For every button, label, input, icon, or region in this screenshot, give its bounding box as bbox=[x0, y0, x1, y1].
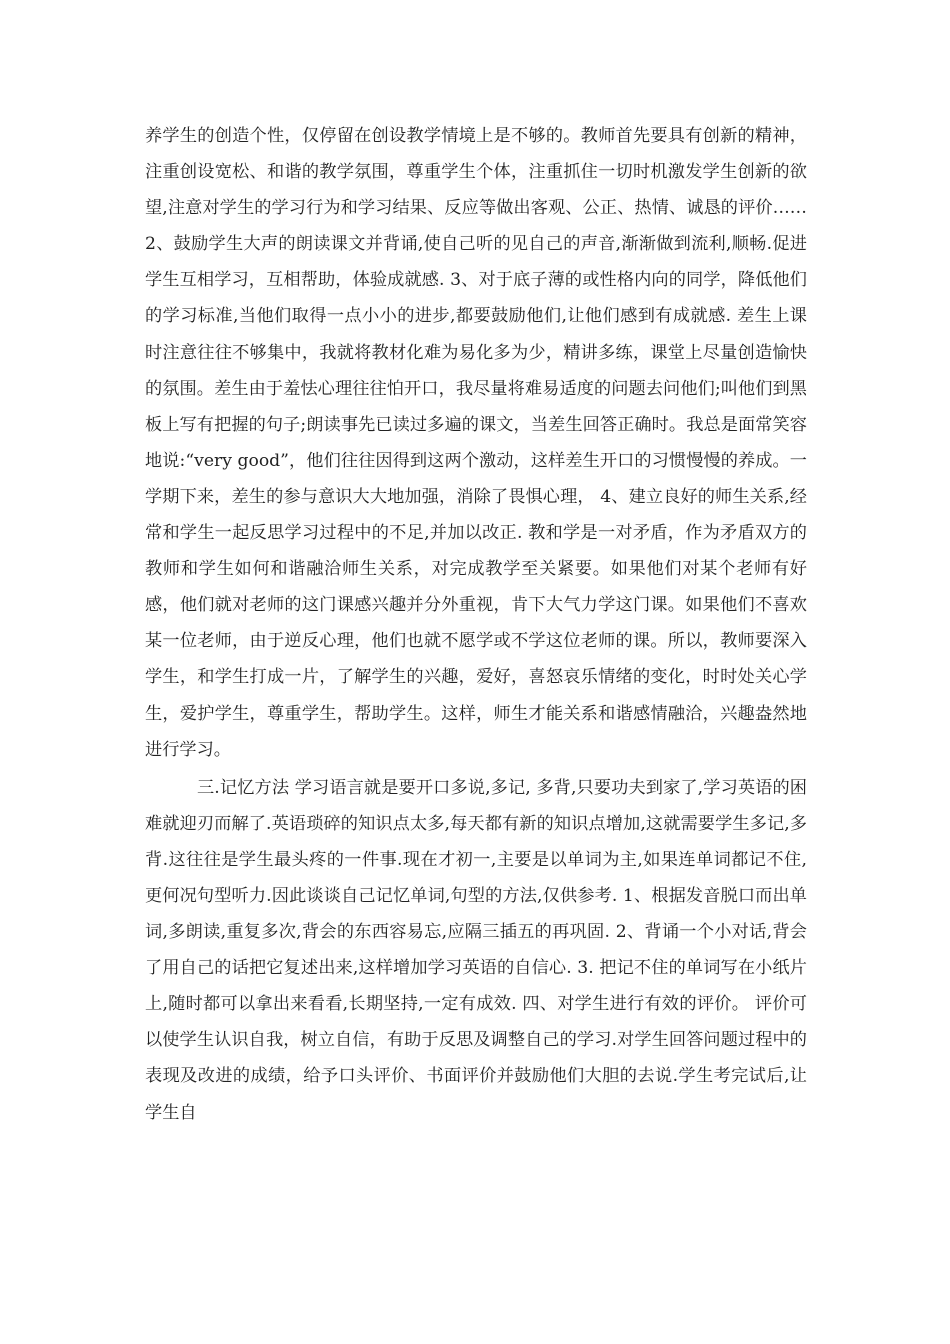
document-body bbox=[145, 118, 807, 1131]
paragraph-1: 养学生的创造个性，仅停留在创设教学情境上是不够的。教师首先要具有创新的精神，注重创设宽松、和谐的教学氛围，尊重学生个体，注重抓住一切时机激发学生创新的欲望,注意对学生的学习行为和学习结果、反应等做出客观、公正、热情、诚恳的评价…… 2、鼓励学生大声的朗读课文并背诵,使自己听的见自己的声音,渐渐做到流利,顺畅.促进学生互相学习，互相帮助，体验成就感. 3、对于底子薄的或性格内向的同学，降低他们的学习标准,当他们取得一点小小的进步,都要鼓励他们,让他们感到有成就感. 差生上课时注意往往不够集中，我就将教材化难为易化多为少，精讲多练，课堂上尽量创造愉快的氛围。差生由于羞怯心理往往怕开口，我尽量将难易适度的问题去问他们;叫他们到黑板上写有把握的句子;朗读事先已读过多遍的课文，当差生回答正确时。我总是面常笑容地说:“very good”，他们往往因得到这两个激动，这样差生开口的习惯慢慢的养成。一学期下来，差生的参与意识大大地加强，消除了畏惧心理， 4、建立良好的师生关系,经常和学生一起反思学习过程中的不足,并加以改正. 教和学是一对矛盾，作为矛盾双方的教师和学生如何和谐融洽师生关系，对完成教学至关紧要。如果他们对某个老师有好感，他们就对老师的这门课感兴趣并分外重视，肯下大气力学这门课。如果他们不喜欢某一位老师，由于逆反心理，他们也就不愿学或不学这位老师的课。所以，教师要深入学生，和学生打成一片，了解学生的兴趣，爱好，喜怒哀乐情绪的变化，时时处关心学生，爱护学生，尊重学生，帮助学生。这样，师生才能关系和谐感情融洽，兴趣盎然地进行学习。 bbox=[145, 126, 807, 760]
paragraph-2-memory-methods: 三.记忆方法 学习语言就是要开口多说,多记, 多背,只要功夫到家了,学习英语的困难就迎刃而解了.英语琐碎的知识点太多,每天都有新的知识点增加,这就需要学生多记,多背.这往往是学生最头疼的一件事.现在才初一,主要是以单词为主,如果连单词都记不住,更何况句型听力.因此谈谈自己记忆单词,句型的方法,仅供参考. 1、根据发音脱口而出单词,多朗读,重复多次,背会的东西容易忘,应隔三插五的再巩固. 2、背诵一个小对话,背会了用自己的话把它复述出来,这样增加学习英语的自信心. 3. 把记不住的单词写在小纸片上,随时都可以拿出来看看,长期坚持,一定有成效. 四、对学生进行有效的评价。 评价可以使学生认识自我，树立自信，有助于反思及调整自己的学习.对学生回答问题过程中的表现及改进的成绩，给予口头评价、书面评价并鼓励他们大胆的去说.学生考完试后,让学生自 bbox=[145, 777, 807, 1123]
